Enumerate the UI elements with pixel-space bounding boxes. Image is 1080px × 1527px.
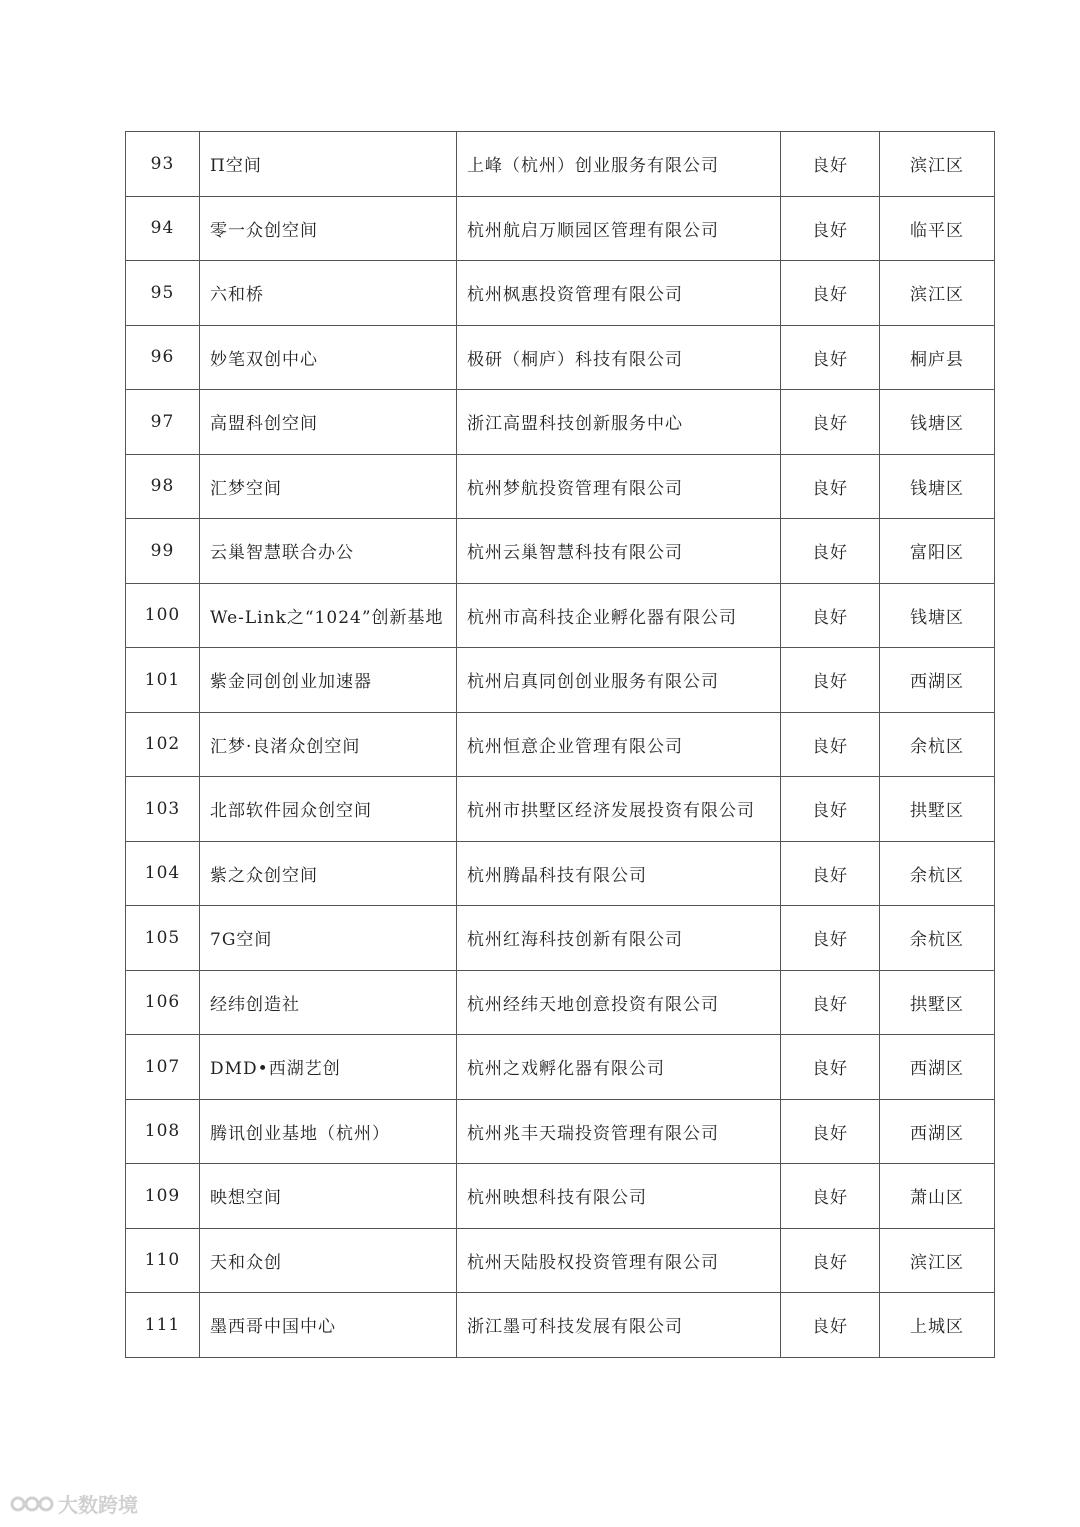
evaluation-result-cell: 良好 [781, 712, 880, 777]
evaluation-result-cell: 良好 [781, 261, 880, 326]
row-number-cell: 100 [126, 583, 200, 648]
table-row [126, 1293, 995, 1358]
evaluation-result-cell: 良好 [781, 1293, 880, 1358]
row-number-cell: 109 [126, 1164, 200, 1229]
table-row [126, 1035, 995, 1100]
table-row [126, 261, 995, 326]
row-number-cell: 110 [126, 1228, 200, 1293]
row-number-cell: 96 [126, 325, 200, 390]
space-name-cell: Π空间 [200, 132, 457, 197]
row-number-cell: 105 [126, 906, 200, 971]
space-name-cell: 零一众创空间 [200, 196, 457, 261]
table-row [126, 841, 995, 906]
district-cell: 余杭区 [880, 712, 995, 777]
row-number-cell: 97 [126, 390, 200, 455]
operator-name-cell: 杭州市高科技企业孵化器有限公司 [457, 583, 781, 648]
table-row [126, 132, 995, 197]
space-name-cell: 墨西哥中国中心 [200, 1293, 457, 1358]
table-row [126, 583, 995, 648]
table-body [126, 132, 995, 1358]
evaluation-result-cell: 良好 [781, 1099, 880, 1164]
space-name-cell: DMD•西湖艺创 [200, 1035, 457, 1100]
table-row [126, 906, 995, 971]
table-row [126, 196, 995, 261]
space-name-cell: 云巢智慧联合办公 [200, 519, 457, 584]
district-cell: 滨江区 [880, 132, 995, 197]
operator-name-cell: 极研（桐庐）科技有限公司 [457, 325, 781, 390]
district-cell: 余杭区 [880, 841, 995, 906]
operator-name-cell: 杭州市拱墅区经济发展投资有限公司 [457, 777, 781, 842]
space-name-cell: 7G空间 [200, 906, 457, 971]
row-number-cell: 95 [126, 261, 200, 326]
watermark-text: 大数跨境 [58, 1493, 138, 1517]
space-name-cell: 天和众创 [200, 1228, 457, 1293]
row-number-cell: 107 [126, 1035, 200, 1100]
operator-name-cell: 杭州航启万顺园区管理有限公司 [457, 196, 781, 261]
space-name-cell: 映想空间 [200, 1164, 457, 1229]
district-cell: 钱塘区 [880, 390, 995, 455]
row-number-cell: 101 [126, 648, 200, 713]
evaluation-result-cell: 良好 [781, 1164, 880, 1229]
evaluation-result-cell: 良好 [781, 777, 880, 842]
district-cell: 富阳区 [880, 519, 995, 584]
space-name-cell: 紫金同创创业加速器 [200, 648, 457, 713]
table-row [126, 1099, 995, 1164]
evaluation-result-cell: 良好 [781, 841, 880, 906]
evaluation-result-cell: 良好 [781, 519, 880, 584]
district-cell: 上城区 [880, 1293, 995, 1358]
logo-icon [10, 1492, 54, 1516]
district-cell: 萧山区 [880, 1164, 995, 1229]
row-number-cell: 98 [126, 454, 200, 519]
district-cell: 西湖区 [880, 1035, 995, 1100]
operator-name-cell: 杭州经纬天地创意投资有限公司 [457, 970, 781, 1035]
evaluation-result-cell: 良好 [781, 970, 880, 1035]
space-name-cell: 汇梦空间 [200, 454, 457, 519]
incubator-table [125, 131, 995, 1358]
space-name-cell: 高盟科创空间 [200, 390, 457, 455]
row-number-cell: 102 [126, 712, 200, 777]
district-cell: 桐庐县 [880, 325, 995, 390]
space-name-cell: 经纬创造社 [200, 970, 457, 1035]
table-row [126, 454, 995, 519]
table-row [126, 648, 995, 713]
district-cell: 滨江区 [880, 261, 995, 326]
space-name-cell: We-Link之“1024”创新基地 [200, 583, 457, 648]
table-row [126, 519, 995, 584]
row-number-cell: 108 [126, 1099, 200, 1164]
row-number-cell: 106 [126, 970, 200, 1035]
watermark [10, 1489, 138, 1518]
row-number-cell: 103 [126, 777, 200, 842]
operator-name-cell: 杭州恒意企业管理有限公司 [457, 712, 781, 777]
space-name-cell: 汇梦·良渚众创空间 [200, 712, 457, 777]
operator-name-cell: 上峰（杭州）创业服务有限公司 [457, 132, 781, 197]
district-cell: 余杭区 [880, 906, 995, 971]
operator-name-cell: 杭州启真同创创业服务有限公司 [457, 648, 781, 713]
evaluation-result-cell: 良好 [781, 648, 880, 713]
space-name-cell: 紫之众创空间 [200, 841, 457, 906]
district-cell: 钱塘区 [880, 583, 995, 648]
table-row [126, 390, 995, 455]
district-cell: 滨江区 [880, 1228, 995, 1293]
district-cell: 钱塘区 [880, 454, 995, 519]
evaluation-result-cell: 良好 [781, 196, 880, 261]
evaluation-result-cell: 良好 [781, 906, 880, 971]
table-row [126, 777, 995, 842]
table-row [126, 1164, 995, 1229]
table-row [126, 325, 995, 390]
operator-name-cell: 杭州兆丰天瑞投资管理有限公司 [457, 1099, 781, 1164]
space-name-cell: 腾讯创业基地（杭州） [200, 1099, 457, 1164]
operator-name-cell: 浙江高盟科技创新服务中心 [457, 390, 781, 455]
district-cell: 拱墅区 [880, 777, 995, 842]
row-number-cell: 94 [126, 196, 200, 261]
space-name-cell: 北部软件园众创空间 [200, 777, 457, 842]
district-cell: 拱墅区 [880, 970, 995, 1035]
row-number-cell: 104 [126, 841, 200, 906]
row-number-cell: 93 [126, 132, 200, 197]
operator-name-cell: 杭州云巢智慧科技有限公司 [457, 519, 781, 584]
evaluation-result-cell: 良好 [781, 1035, 880, 1100]
table-row [126, 970, 995, 1035]
table-row [126, 712, 995, 777]
space-name-cell: 六和桥 [200, 261, 457, 326]
row-number-cell: 111 [126, 1293, 200, 1358]
district-cell: 西湖区 [880, 1099, 995, 1164]
district-cell: 西湖区 [880, 648, 995, 713]
space-name-cell: 妙笔双创中心 [200, 325, 457, 390]
evaluation-result-cell: 良好 [781, 132, 880, 197]
row-number-cell: 99 [126, 519, 200, 584]
evaluation-result-cell: 良好 [781, 583, 880, 648]
operator-name-cell: 杭州腾晶科技有限公司 [457, 841, 781, 906]
table-row [126, 1228, 995, 1293]
evaluation-result-cell: 良好 [781, 454, 880, 519]
operator-name-cell: 杭州梦航投资管理有限公司 [457, 454, 781, 519]
evaluation-result-cell: 良好 [781, 390, 880, 455]
evaluation-result-cell: 良好 [781, 325, 880, 390]
operator-name-cell: 浙江墨可科技发展有限公司 [457, 1293, 781, 1358]
operator-name-cell: 杭州映想科技有限公司 [457, 1164, 781, 1229]
operator-name-cell: 杭州红海科技创新有限公司 [457, 906, 781, 971]
district-cell: 临平区 [880, 196, 995, 261]
operator-name-cell: 杭州之戏孵化器有限公司 [457, 1035, 781, 1100]
evaluation-result-cell: 良好 [781, 1228, 880, 1293]
operator-name-cell: 杭州枫惠投资管理有限公司 [457, 261, 781, 326]
operator-name-cell: 杭州天陆股权投资管理有限公司 [457, 1228, 781, 1293]
